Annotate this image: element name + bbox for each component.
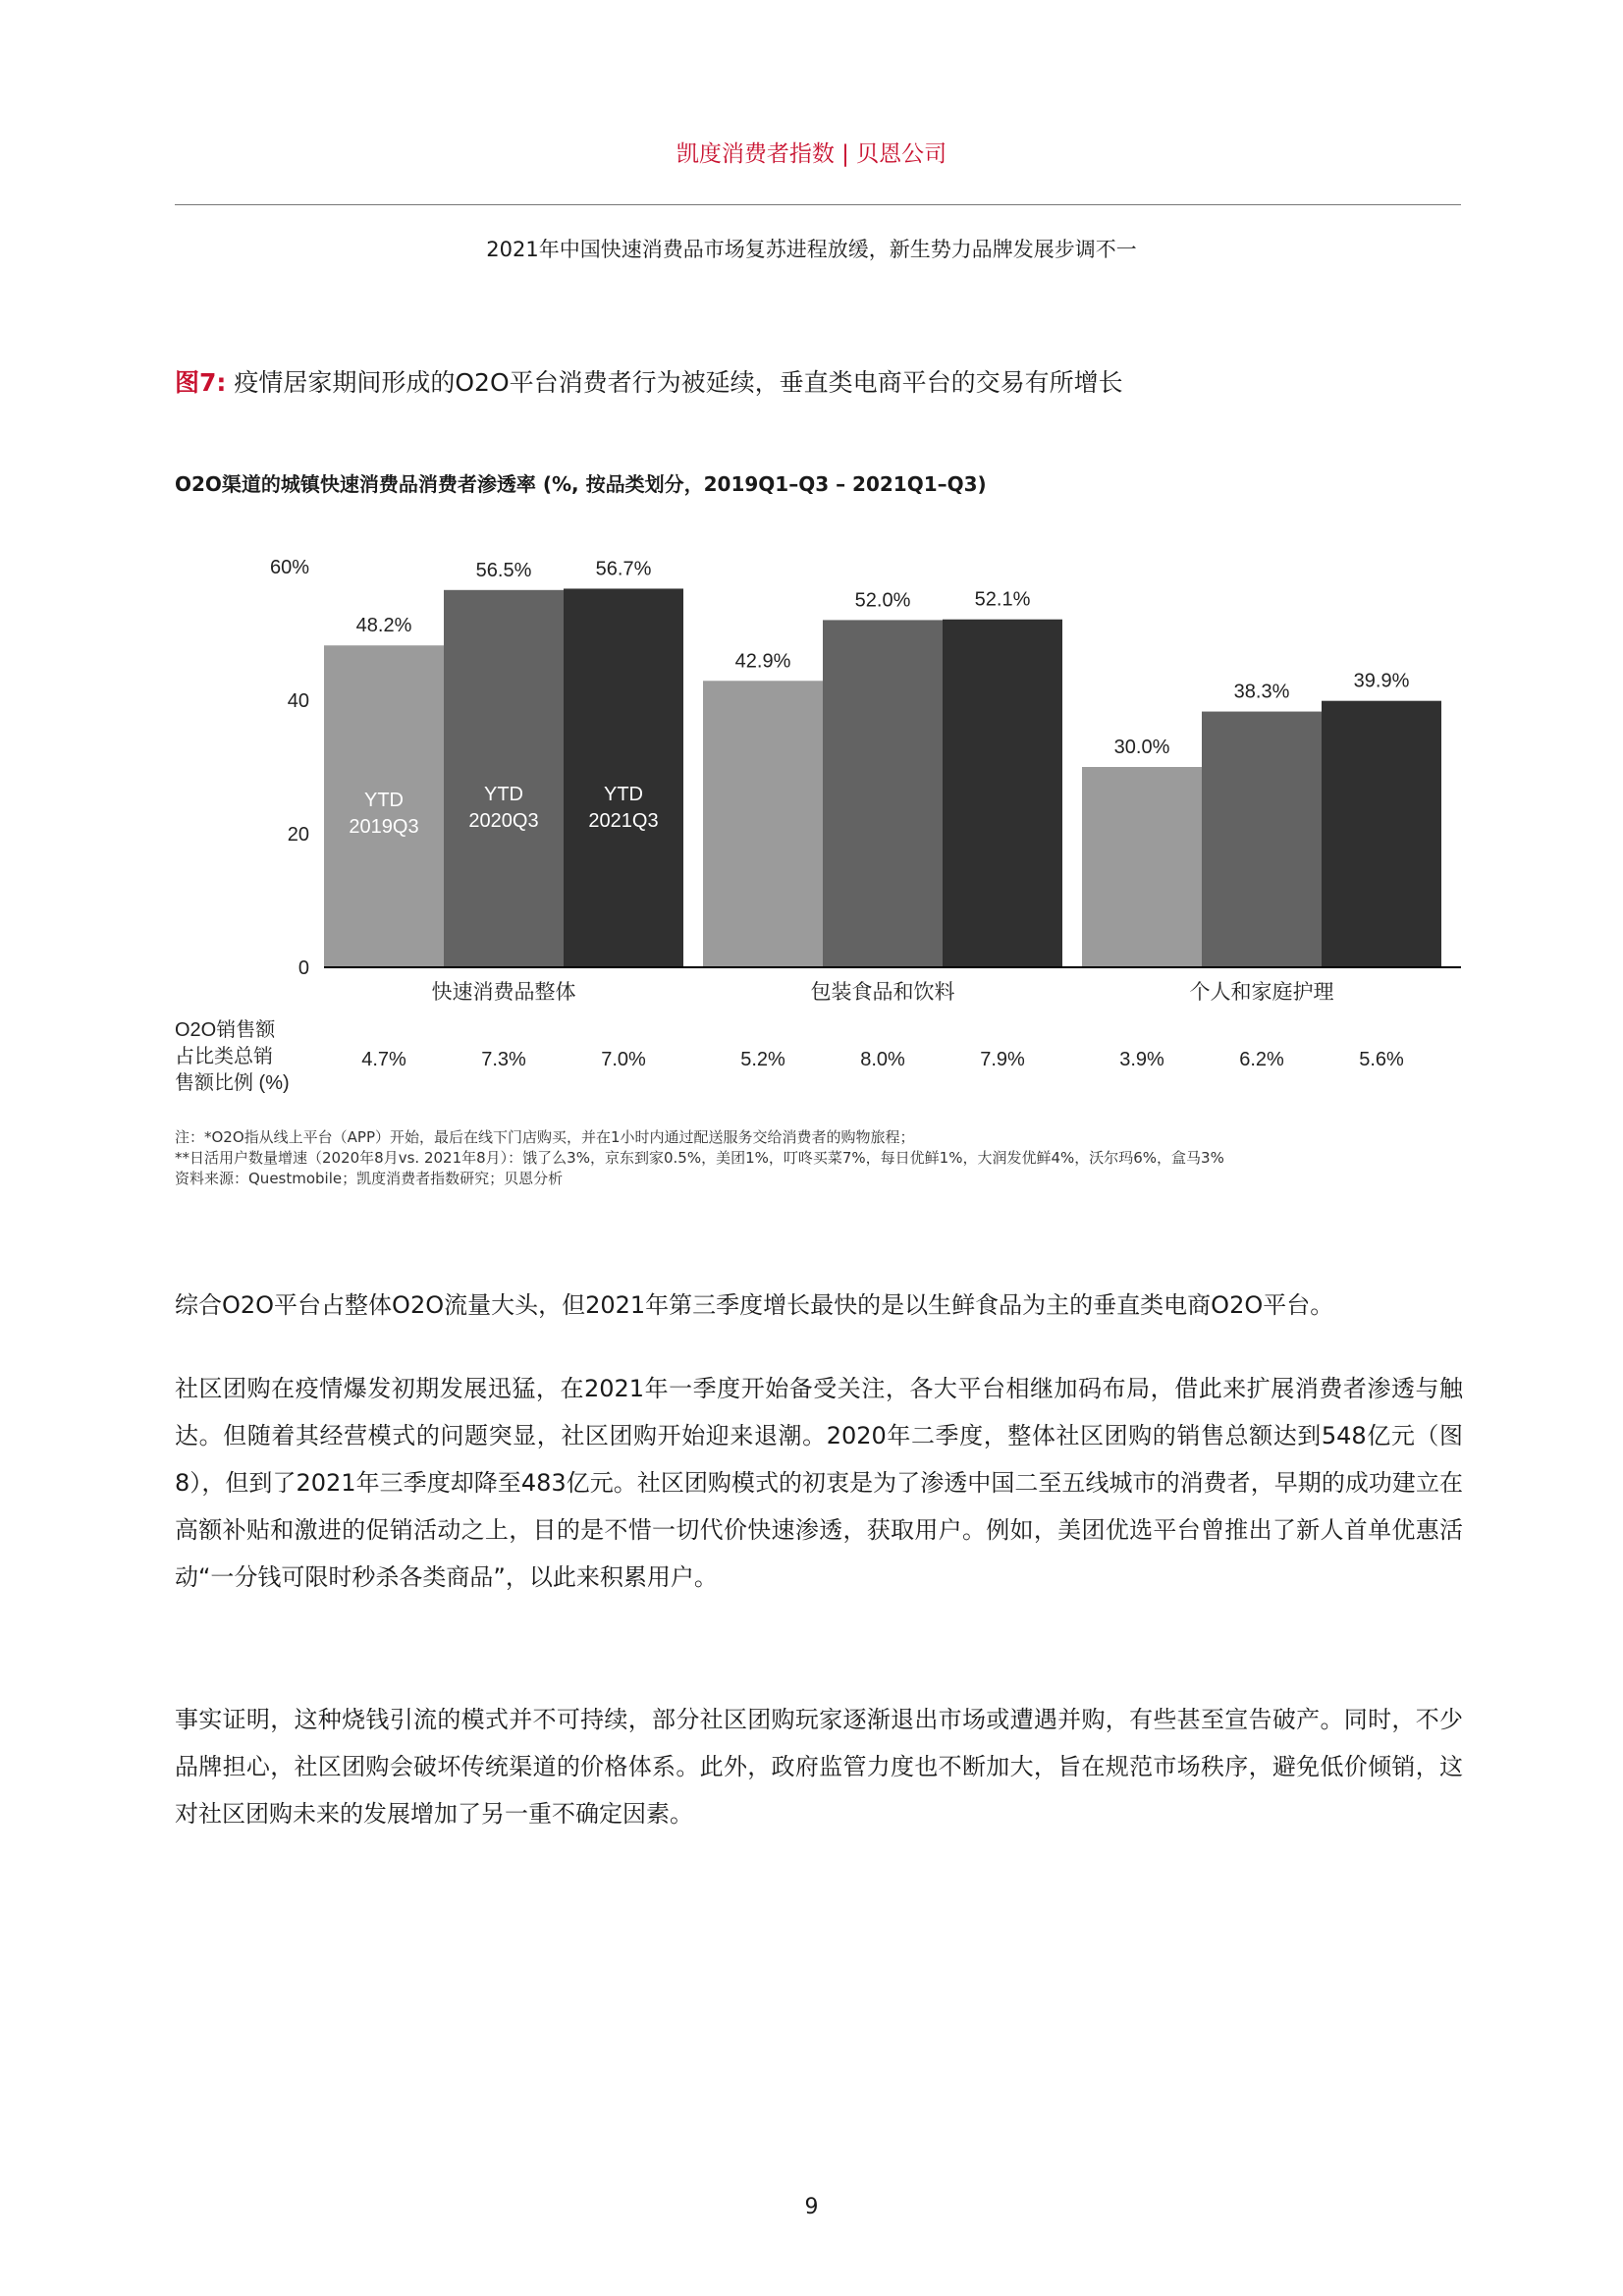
bar xyxy=(1322,701,1441,967)
bar xyxy=(1082,767,1202,967)
y-tick-label: 0 xyxy=(298,957,309,979)
bar-value-label: 48.2% xyxy=(355,615,412,637)
y-tick-label: 40 xyxy=(287,690,309,712)
bar-value-label: 39.9% xyxy=(1353,670,1410,692)
report-subtitle: 2021年中国快速消费品市场复苏进程放缓，新生势力品牌发展步调不一 xyxy=(486,238,1137,261)
bar-value-label: 38.3% xyxy=(1233,681,1290,703)
sales-share-value: 3.9% xyxy=(1119,1049,1164,1070)
bar xyxy=(943,620,1062,967)
chart-notes xyxy=(175,1127,1471,1189)
sales-share-value: 4.7% xyxy=(361,1049,406,1070)
note-line: 注：*O2O指从线上平台（APP）开始，最后在线下门店购买，并在1小时内通过配送服务交给消费者的购物旅程； xyxy=(175,1128,915,1146)
series-inner-label: YTD xyxy=(364,790,404,811)
bar-value-label: 30.0% xyxy=(1113,737,1170,758)
bar xyxy=(444,590,564,967)
source-line: 资料来源：Questmobile；凯度消费者指数研究；贝恩分析 xyxy=(175,1170,564,1187)
sales-share-value: 7.0% xyxy=(601,1049,646,1070)
y-tick-label: 60% xyxy=(269,557,309,578)
bar xyxy=(564,588,683,967)
sales-share-value: 7.3% xyxy=(481,1049,526,1070)
figure-number: 图7: xyxy=(175,368,227,397)
sales-share-label: O2O销售额 xyxy=(175,1019,276,1041)
chart-title: O2O渠道的城镇快速消费品消费者渗透率 (%, 按品类划分，2019Q1–Q3 – 2021Q1–Q3) xyxy=(175,472,987,496)
figure-caption-text: 疫情居家期间形成的O2O平台消费者行为被延续，垂直类电商平台的交易有所增长 xyxy=(234,368,1123,397)
sales-share-label: 售额比例 (%) xyxy=(175,1072,290,1094)
bar-value-label: 56.5% xyxy=(475,559,532,581)
body-paragraph: 事实证明，这种烧钱引流的模式并不可持续，部分社区团购玩家逐渐退出市场或遭遇并购，有些甚至宣告破产。同时，不少品牌担心，社区团购会破坏传统渠道的价格体系。此外，政府监管力度也不断加大，旨在规范市场秩序，避免低价倾销，这对社区团购未来的发展增加了另一重不确定因素。 xyxy=(175,1706,1463,1828)
bar-value-label: 42.9% xyxy=(734,650,791,673)
category-label: 个人和家庭护理 xyxy=(1189,981,1334,1004)
bar-chart xyxy=(0,0,1623,1120)
series-inner-label: 2019Q3 xyxy=(349,816,419,838)
sales-share-value: 7.9% xyxy=(980,1049,1025,1070)
sales-share-label: 占比类总销 xyxy=(175,1046,273,1067)
bar-value-label: 56.7% xyxy=(595,558,652,580)
report-header: 凯度消费者指数 | 贝恩公司 xyxy=(676,141,947,167)
bar xyxy=(1202,712,1322,967)
category-label: 包装食品和饮料 xyxy=(810,981,955,1004)
sales-share-value: 5.2% xyxy=(740,1049,785,1070)
body-paragraph: 综合O2O平台占整体O2O流量大头，但2021年第三季度增长最快的是以生鲜食品为主的垂直类电商O2O平台。 xyxy=(175,1291,1334,1319)
y-tick-label: 20 xyxy=(287,824,309,846)
sales-share-value: 8.0% xyxy=(860,1049,905,1070)
sales-share-value: 6.2% xyxy=(1239,1049,1284,1070)
body-paragraph: 社区团购在疫情爆发初期发展迅猛，在2021年一季度开始备受关注，各大平台相继加码布局，借此来扩展消费者渗透与触达。但随着其经营模式的问题突显，社区团购开始迎来退潮。2020年二季度，整体社区团购的销售总额达到548亿元（图8），但到了2021年三季度却降至483亿元。社区团购模式的初衷是为了渗透中国二至五线城市的消费者，早期的成功建立在高额补贴和激进的促销活动之上，目的是不惜一切代价快速渗透，获取用户。例如，美团优选平台曾推出了新人首单优惠活动“一分钱可限时秒杀各类商品”，以此来积累用户。 xyxy=(175,1375,1463,1591)
category-label: 快速消费品整体 xyxy=(431,981,576,1004)
page-number: 9 xyxy=(804,2195,819,2219)
bar-value-label: 52.1% xyxy=(974,588,1031,611)
bar xyxy=(823,620,943,967)
series-inner-label: 2020Q3 xyxy=(468,810,539,832)
sales-share-value: 5.6% xyxy=(1359,1049,1404,1070)
bar xyxy=(703,681,823,967)
note-line: **日活用户数量增速（2020年8月vs. 2021年8月）：饿了么3%，京东到家0.5%，美团1%，叮咚买菜7%，每日优鲜1%，大润发优鲜4%，沃尔玛6%，盒马3% xyxy=(175,1149,1224,1167)
series-inner-label: 2021Q3 xyxy=(588,810,659,832)
series-inner-label: YTD xyxy=(604,784,643,805)
series-inner-label: YTD xyxy=(484,784,523,805)
bar-value-label: 52.0% xyxy=(854,589,911,612)
